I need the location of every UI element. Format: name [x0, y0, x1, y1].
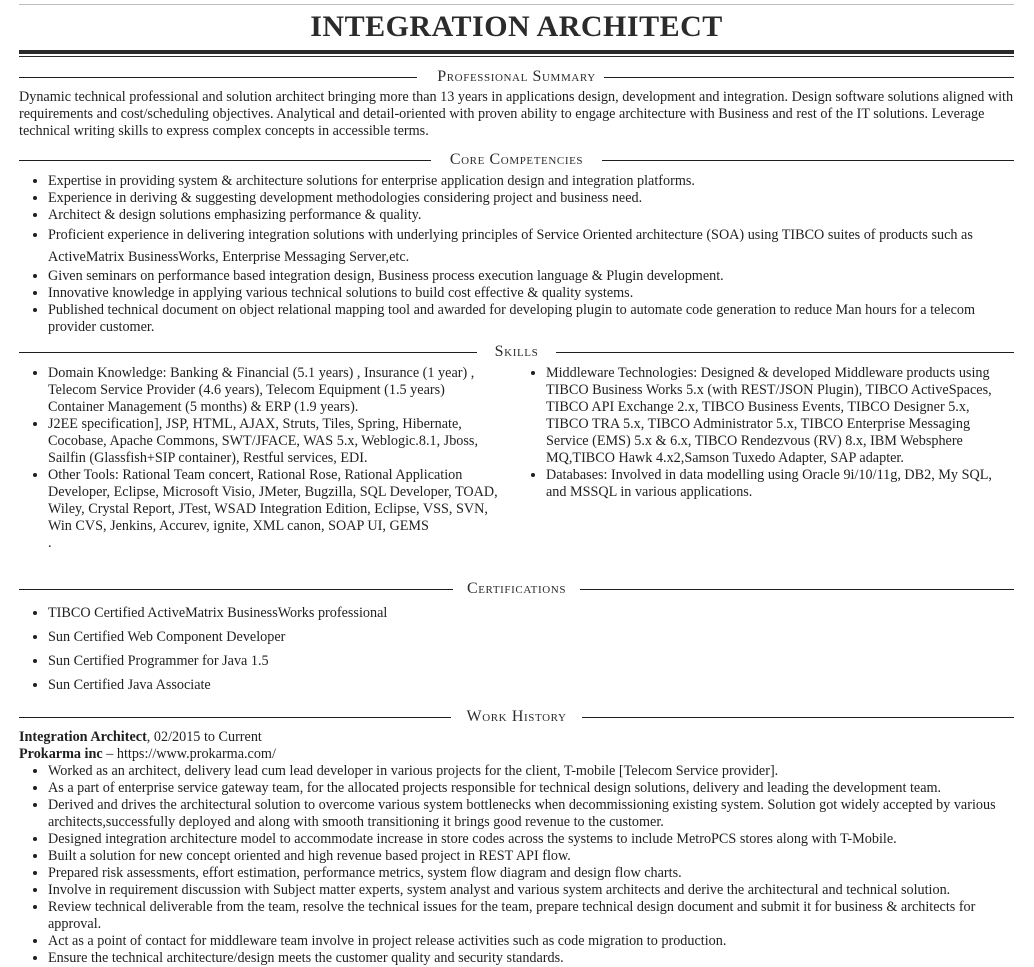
skills-right-column: [517, 365, 1014, 501]
competencies-heading: [19, 150, 1014, 170]
list-item: • Sun Certified Programmer for Java 1.5: [48, 653, 1014, 670]
skills-heading: [19, 342, 1014, 362]
list-item: • Given seminars on performance based integration design, Business process execution language & Plugin development.: [48, 268, 1014, 285]
list-item: • Involve in requirement discussion with Subject matter experts, system analyst and various system architects and derive the architectural and technical solution.: [48, 882, 1014, 899]
certifications-heading: [19, 579, 1014, 599]
heading-rule-right: [556, 352, 1014, 353]
name-rule-thin: [19, 56, 1014, 57]
heading-rule-right: [604, 77, 1014, 78]
summary-heading-title: Professional Summary: [437, 68, 596, 85]
list-item: • Worked as an architect, delivery lead cum lead developer in various projects for the client, T-mobile [Telecom Service provider].: [48, 763, 1014, 780]
list-item: • TIBCO Certified ActiveMatrix BusinessWorks professional: [48, 605, 1014, 622]
company-url[interactable]: https://www.prokarma.com/: [116, 746, 276, 762]
list-item: • Other Tools: Rational Team concert, Rational Rose, Rational Application Developer, Eclipse, Microsoft Visio, JMeter, Bugzilla, SQL Developer, TOAD, Wiley, Crystal Report, JTest, WSAD Integration Edition, Eclipse, VSS, SVN, Win CVS, Jenkins, Accurev, ignite, XML canon, SOAP UI, GEMS: [48, 467, 499, 535]
summary-text: Dynamic technical professional and solution architect bringing more than 13 years in applications design, development and integration. Design software solutions aligned with requirements and cost/scheduling objectives. Analytical and detail-oriented with proven ability to engage architecture with Business and rest of the IT solutions. Leverage technical writing skills to express complex concepts in accessible terms.: [19, 89, 1014, 139]
list-item: • Domain Knowledge: Banking & Financial (5.1 years) , Insurance (1 year) , Telecom Service Provider (4.6 years), Telecom Equipment (1.5 years) Container Management (5 months) & ERP (1.9 years).: [48, 365, 499, 416]
list-item: • Designed integration architecture model to accommodate increase in store codes across the systems to include MetroPCS stores along with T-Mobile.: [48, 831, 1014, 848]
heading-rule-right: [580, 589, 1014, 590]
skills-heading-title: Skills: [494, 343, 539, 360]
company-separator: –: [102, 746, 117, 762]
work-heading-title: Work History: [466, 708, 567, 725]
list-item: • As a part of enterprise service gateway team, for the allocated projects responsible for technical design solutions, delivery and leading the development team.: [48, 780, 1014, 797]
list-item: • Proficient experience in delivering integration solutions with underlying principles of Service Oriented architecture (SOA) using TIBCO suites of products such as ActiveMatrix BusinessWorks, Enterprise Messaging Server,etc.: [48, 224, 1014, 268]
top-rule: [19, 4, 1014, 5]
skills-left-column: [19, 365, 499, 552]
list-item: • Prepared risk assessments, effort estimation, performance metrics, system flow diagram and design flow charts.: [48, 865, 1014, 882]
list-item: • Innovative knowledge in applying various technical solutions to build cost effective & quality systems.: [48, 285, 1014, 302]
list-item: • Middleware Technologies: Designed & developed Middleware products using TIBCO Business Works 5.x (with REST/JSON Plugin), TIBCO ActiveSpaces, TIBCO API Exchange 2.x, TIBCO Business Events, TIBCO Designer 5.x, TIBCO TRA 5.x, TIBCO Administrator 5.x, TIBCO Enterprise Messaging Service (EMS) 5.x & 6.x, TIBCO Rendezvous (RV) 8.x, IBM Websphere MQ,TIBCO Hawk 4.x2,Samson Tuxedo Adapter, SAP adapter.: [546, 365, 1014, 467]
job-dates: , 02/2015 to Current: [146, 729, 262, 745]
list-item: • Review technical deliverable from the team, resolve the technical issues for the team, prepare technical design document and submit it for business & architects for approval.: [48, 899, 1014, 933]
list-item: • Ensure the technical architecture/design meets the customer quality and security standards.: [48, 950, 1014, 967]
list-item: • Databases: Involved in data modelling using Oracle 9i/10/11g, DB2, My SQL, and MSSQL in various applications.: [546, 467, 1014, 501]
heading-rule-right: [602, 160, 1014, 161]
heading-rule-right: [582, 717, 1014, 718]
list-item: • Published technical document on object relational mapping tool and awarded for developing plugin to automate code generation to reduce Man hours for a telecom provider customer.: [48, 302, 1014, 336]
company-line: [19, 746, 1014, 763]
competencies-list: [19, 173, 1014, 336]
list-item: • Expertise in providing system & architecture solutions for enterprise application design and integration platforms.: [48, 173, 1014, 190]
skills-left-trailer: .: [48, 535, 52, 551]
list-item: • Derived and drives the architectural solution to overcome various system bottlenecks when decommissioning existing system. Solution got widely accepted by various architects,successfully deployed and along with smooth transitioning it brings good revenue to the customer.: [48, 797, 1014, 831]
work-heading: [19, 707, 1014, 727]
job-title: Integration Architect: [19, 729, 147, 745]
job-entry: [19, 729, 1014, 967]
summary-heading: [19, 67, 1014, 87]
competencies-heading-title: Core Competencies: [449, 151, 584, 168]
list-item: • Built a solution for new concept oriented and high revenue based project in REST API flow.: [48, 848, 1014, 865]
list-item: • Experience in deriving & suggesting development methodologies considering project and business need.: [48, 190, 1014, 207]
job-title-line: [19, 729, 1014, 746]
certifications-heading-title: Certifications: [466, 580, 567, 597]
resume-name: INTEGRATION ARCHITECT: [310, 10, 723, 43]
list-item: • Sun Certified Web Component Developer: [48, 629, 1014, 646]
list-item: • J2EE specification], JSP, HTML, AJAX, Struts, Tiles, Spring, Hibernate, Cocobase, Apache Commons, SWT/JFACE, WAS 5.x, Weblogic.8.1, Jboss, Sailfin (Glassfish+SIP container), Restful services, EDI.: [48, 416, 499, 467]
certifications-list: [19, 605, 1014, 701]
list-item: • Sun Certified Java Associate: [48, 677, 1014, 694]
list-item: • Act as a point of contact for middleware team involve in project release activities such as code migration to production.: [48, 933, 1014, 950]
company-name: Prokarma inc: [19, 746, 103, 762]
name-rule-thick: [19, 50, 1014, 54]
list-item: • Architect & design solutions emphasizing performance & quality.: [48, 207, 1014, 224]
